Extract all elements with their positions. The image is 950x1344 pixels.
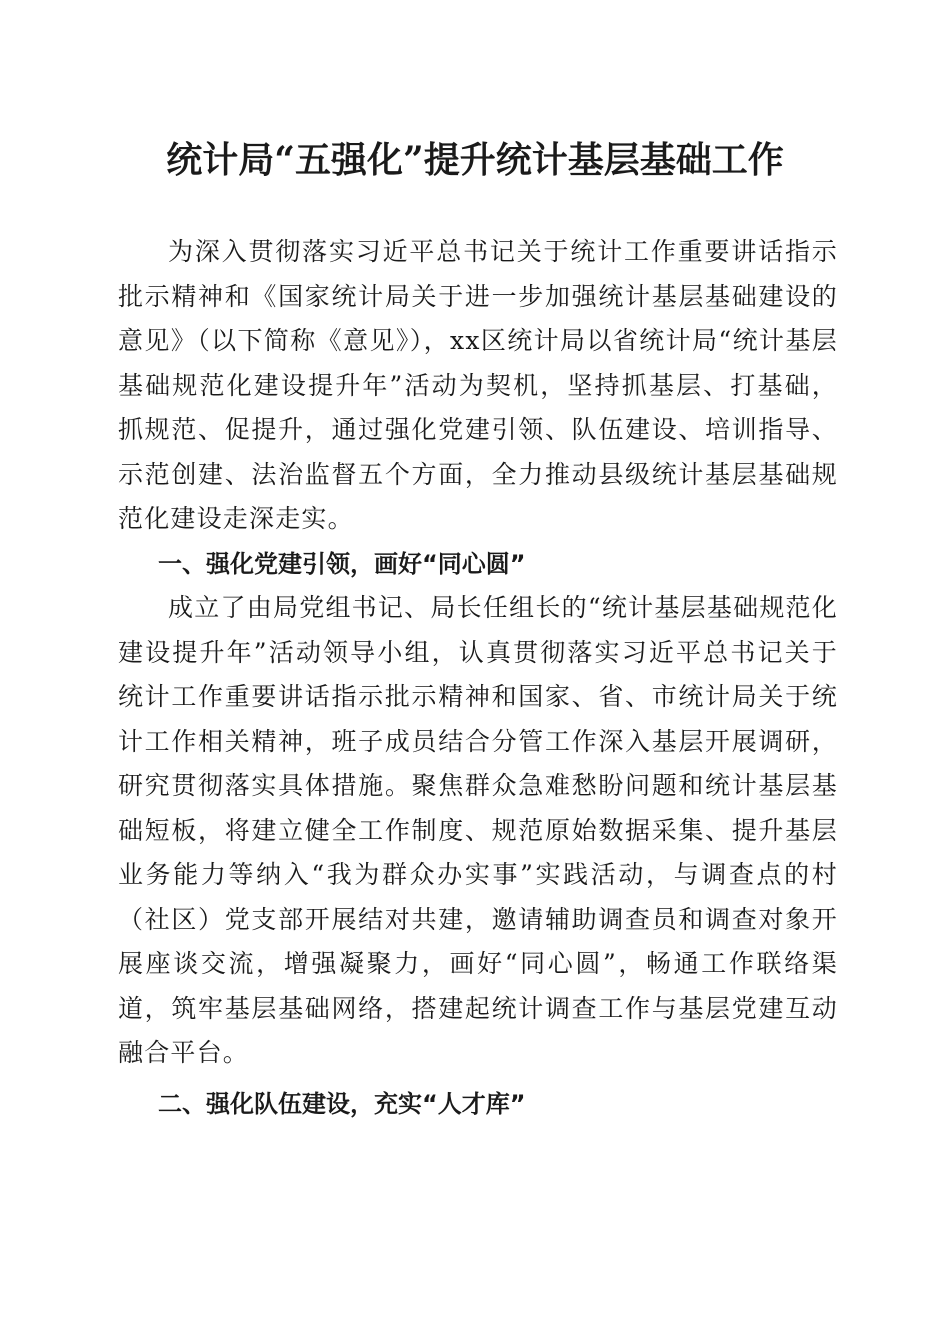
document-title: 统计局“五强化”提升统计基层基础工作 [166,139,784,181]
document-body [118,230,838,1126]
intro-paragraph: 为深入贯彻落实习近平总书记关于统计工作重要讲话指示批示精神和《国家统计局关于进一步加强统计基层基础建设的意见》（以下简称《意见》），xx区统计局以省统计局“统计基层基础规范化建设提升年”活动为契机，坚持抓基层、打基础，抓规范、促提升，通过强化党建引领、队伍建设、培训指导、示范创建、法治监督五个方面，全力推动县级统计基层基础规范化建设走深走实。 [118,237,838,533]
section-1-heading: 一、强化党建引领，画好“同心圆” [158,549,526,578]
section-1-paragraph: 成立了由局党组书记、局长任组长的“统计基层基础规范化建设提升年”活动领导小组，认真贯彻落实习近平总书记关于统计工作重要讲话指示批示精神和国家、省、市统计局关于统计工作相关精神，班子成员结合分管工作深入基层开展调研，研究贯彻落实具体措施。聚焦群众急难愁盼问题和统计基层基础短板，将建立健全工作制度、规范原始数据采集、提升基层业务能力等纳入“我为群众办实事”实践活动，与调查点的村（社区）党支部开展结对共建，邀请辅助调查员和调查对象开展座谈交流，增强凝聚力，画好“同心圆”，畅通工作联络渠道，筑牢基层基础网络，搭建起统计调查工作与基层党建互动融合平台。 [118,593,838,1067]
section-2-heading: 二、强化队伍建设，充实“人才库” [158,1089,526,1118]
